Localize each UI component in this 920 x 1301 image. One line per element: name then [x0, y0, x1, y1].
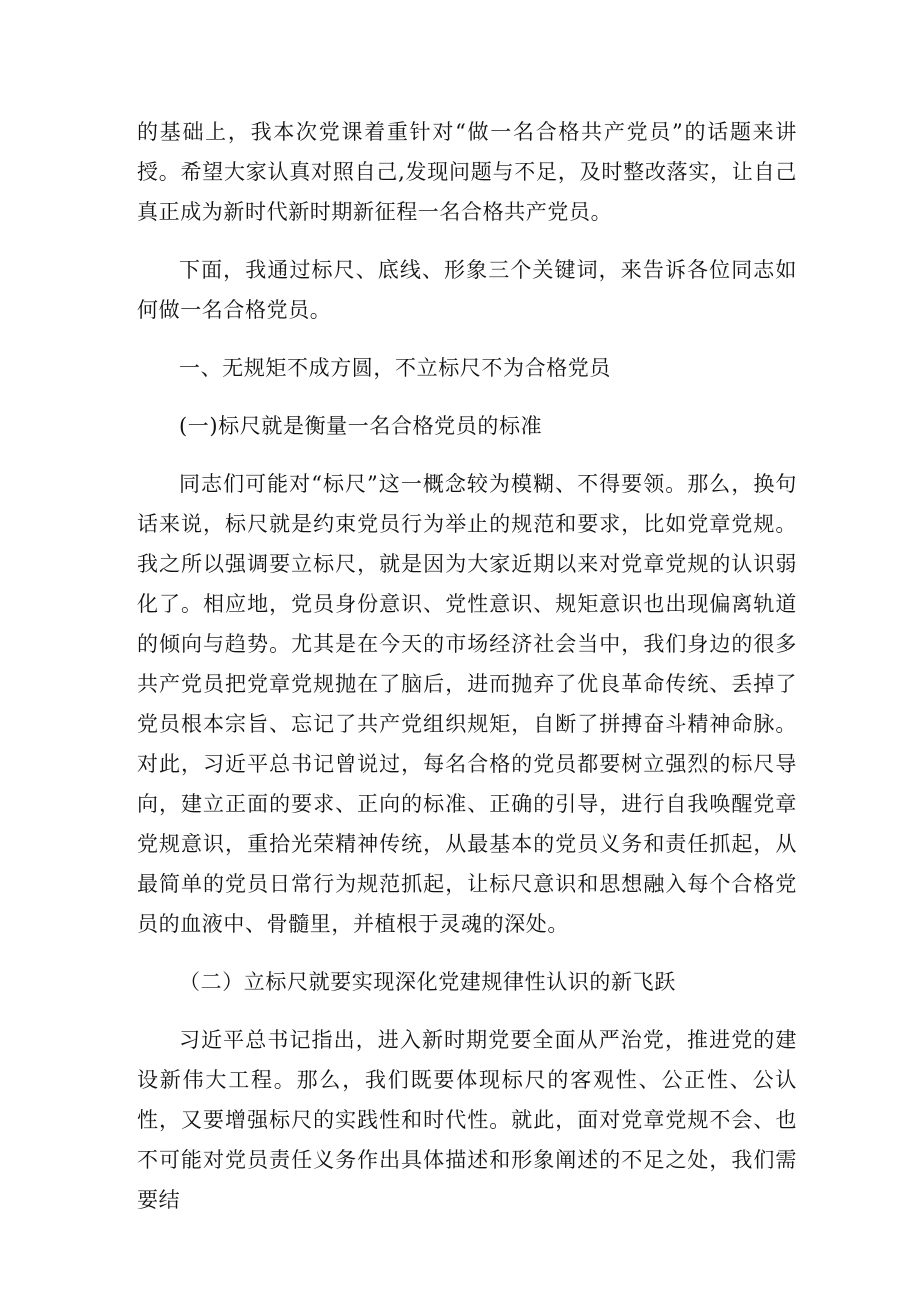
paragraph-intro: 下面，我通过标尺、底线、形象三个关键词，来告诉各位同志如何做一名合格党员。: [137, 258, 797, 322]
paragraph-body-1: 同志们可能对“标尺”这一概念较为模糊、不得要领。那么，换句话来说，标尺就是约束党员行为举止的规范和要求，比如党章党规。我之所以强调要立标尺，就是因为大家近期以来对党章党规的认识弱化了。相应地，党员身份意识、党性意识、规矩意识也出现偏离轨道的倾向与趋势。尤其是在今天的市场经济社会当中，我们身边的很多共产党员把党章党规抛在了脑后，进而抛弃了优良革命传统、丢掉了党员根本宗旨、忘记了共产党组织规矩，自断了拼搏奋斗精神命脉。对此，习近平总书记曾说过，每名合格的党员都要树立强烈的标尺导向，建立正面的要求、正向的标准、正确的引导，进行自我唤醒党章党规意识，重拾光荣精神传统，从最基本的党员义务和责任抓起，从最简单的党员日常行为规范抓起，让标尺意识和思想融入每个合格党员的血液中、骨髓里，并植根于灵魂的深处。: [137, 472, 797, 936]
paragraph-continuation: 的基础上，我本次党课着重针对“做一名合格共产党员”的话题来讲授。希望大家认真对照自己,发现问题与不足，及时整改落实，让自己真正成为新时代新时期新征程一名合格共产党员。: [137, 120, 797, 224]
section-heading-1: 一、无规矩不成方圆，不立标尺不为合格党员: [179, 356, 611, 380]
subsection-heading-2: （二）立标尺就要实现深化党建规律性认识的新飞跃: [179, 970, 676, 994]
document-body: [137, 112, 797, 1220]
subsection-heading-1: (一)标尺就是衡量一名合格党员的标准: [179, 414, 543, 438]
paragraph-body-2: 习近平总书记指出，进入新时期党要全面从严治党，推进党的建设新伟大工程。那么，我们既要体现标尺的客观性、公正性、公认性，又要增强标尺的实践性和时代性。就此，面对党章党规不会、也不可能对党员责任义务作出具体描述和形象阐述的不足之处，我们需要结: [137, 1028, 797, 1212]
